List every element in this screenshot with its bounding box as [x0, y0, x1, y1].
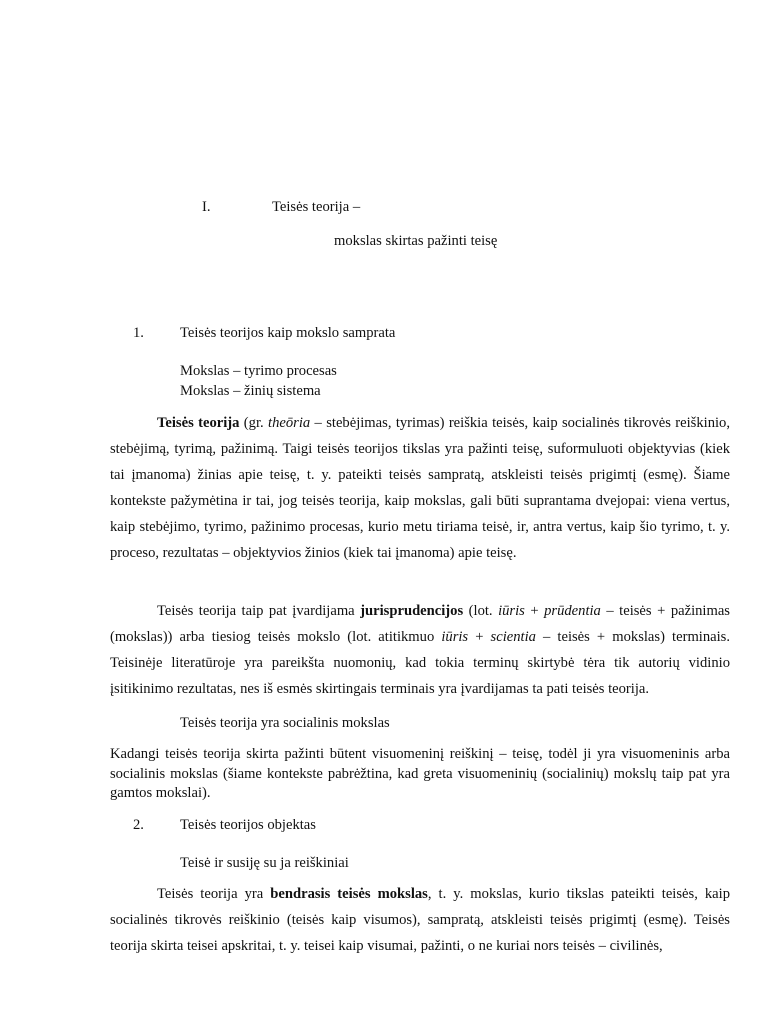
section2-subheading: Teisė ir susiję su ja reiškiniai — [180, 855, 349, 871]
section1-number: 1. — [133, 325, 144, 341]
subheading-social-science: Teisės teorija yra socialinis mokslas — [180, 715, 390, 731]
term-theoria: theōria — [268, 415, 311, 431]
paragraph-social-science: Kadangi teisės teorija skirta pažinti būtent visuomeninį reiškinį – teisę, todėl ji yra visuomeninis arba socialinis mokslas (šiame kontekste pabrėžtina, kad greta visuomeninių (socialinių) mokslų taip pat yra gamtos mokslai). — [110, 746, 730, 801]
chapter-title-line1: Teisės teorija – — [272, 199, 361, 215]
section1-item-system: Mokslas – žinių sistema — [180, 383, 321, 399]
section2-heading: Teisės teorijos objektas — [180, 817, 316, 833]
paragraph-legal-theory-definition: Teisės teorija (gr. theōria – stebėjimas, tyrimas) reiškia teisės, kaip socialinės tikrovės reiškinio, stebėjimą, tyrimą, pažinimą. Taigi teisės teorijos tikslas yra pažinti teisę, suformuluoti objektyvias (kiek tai įmanoma) žinias apie teisę, t. y. pateikti teisės sampratą, atskleisti teisės prigimtį (esmę). Šiame kontekste pažymėtina ir tai, jog teisės teorija, kaip mokslas, gali būti suprantama dvejopai: viena vertus, kaip stebėjimo, tyrimo, pažinimo procesas, kurio metu tiriama teisė, ir, antra vertus, kaip šio tyrimo, t. y. proceso, rezultatas – objektyvios žinios (kiek tai įmanoma) apie teisę. — [110, 415, 730, 561]
chapter-number: I. — [202, 199, 211, 215]
term-legal-theory: Teisės teorija — [157, 415, 240, 431]
paragraph-jurisprudence: Teisės teorija taip pat įvardijama jurisprudencijos (lot. iūris + prūdentia – teisės + pažinimas (mokslas)) arba tiesiog teisės mokslo (lot. atitikmuo iūris + scientia – teisės + mokslas) terminais. Teisinėje literatūroje yra pareikšta nuomonių, kad tokia terminų skirtybė tėra tik autorių vidinio įsitikinimo rezultatas, nes iš esmės skirtingais terminais yra įvardijamas ta pati teisės teorija. — [110, 603, 731, 697]
term-general-legal-science: bendrasis teisės mokslas — [270, 886, 428, 902]
paragraph-general-legal-science: Teisės teorija yra bendrasis teisės mokslas, t. y. mokslas, kurio tikslas pateikti teisės, kaip socialinės tikrovės reiškinio (teisės kaip visumos), sampratą, atskleisti teisės prigimtį (esmę). Teisės teorija skirta teisei apskritai, t. y. teisei kaip visumai, pažinti, o ne kuriai nors teisės – civilinės, — [110, 886, 730, 954]
section1-heading: Teisės teorijos kaip mokslo samprata — [180, 325, 396, 341]
section2-number: 2. — [133, 817, 144, 833]
section1-item-process: Mokslas – tyrimo procesas — [180, 363, 337, 379]
chapter-title-line2: mokslas skirtas pažinti teisę — [334, 233, 498, 249]
term-jurisprudence: jurisprudencijos — [360, 603, 464, 619]
